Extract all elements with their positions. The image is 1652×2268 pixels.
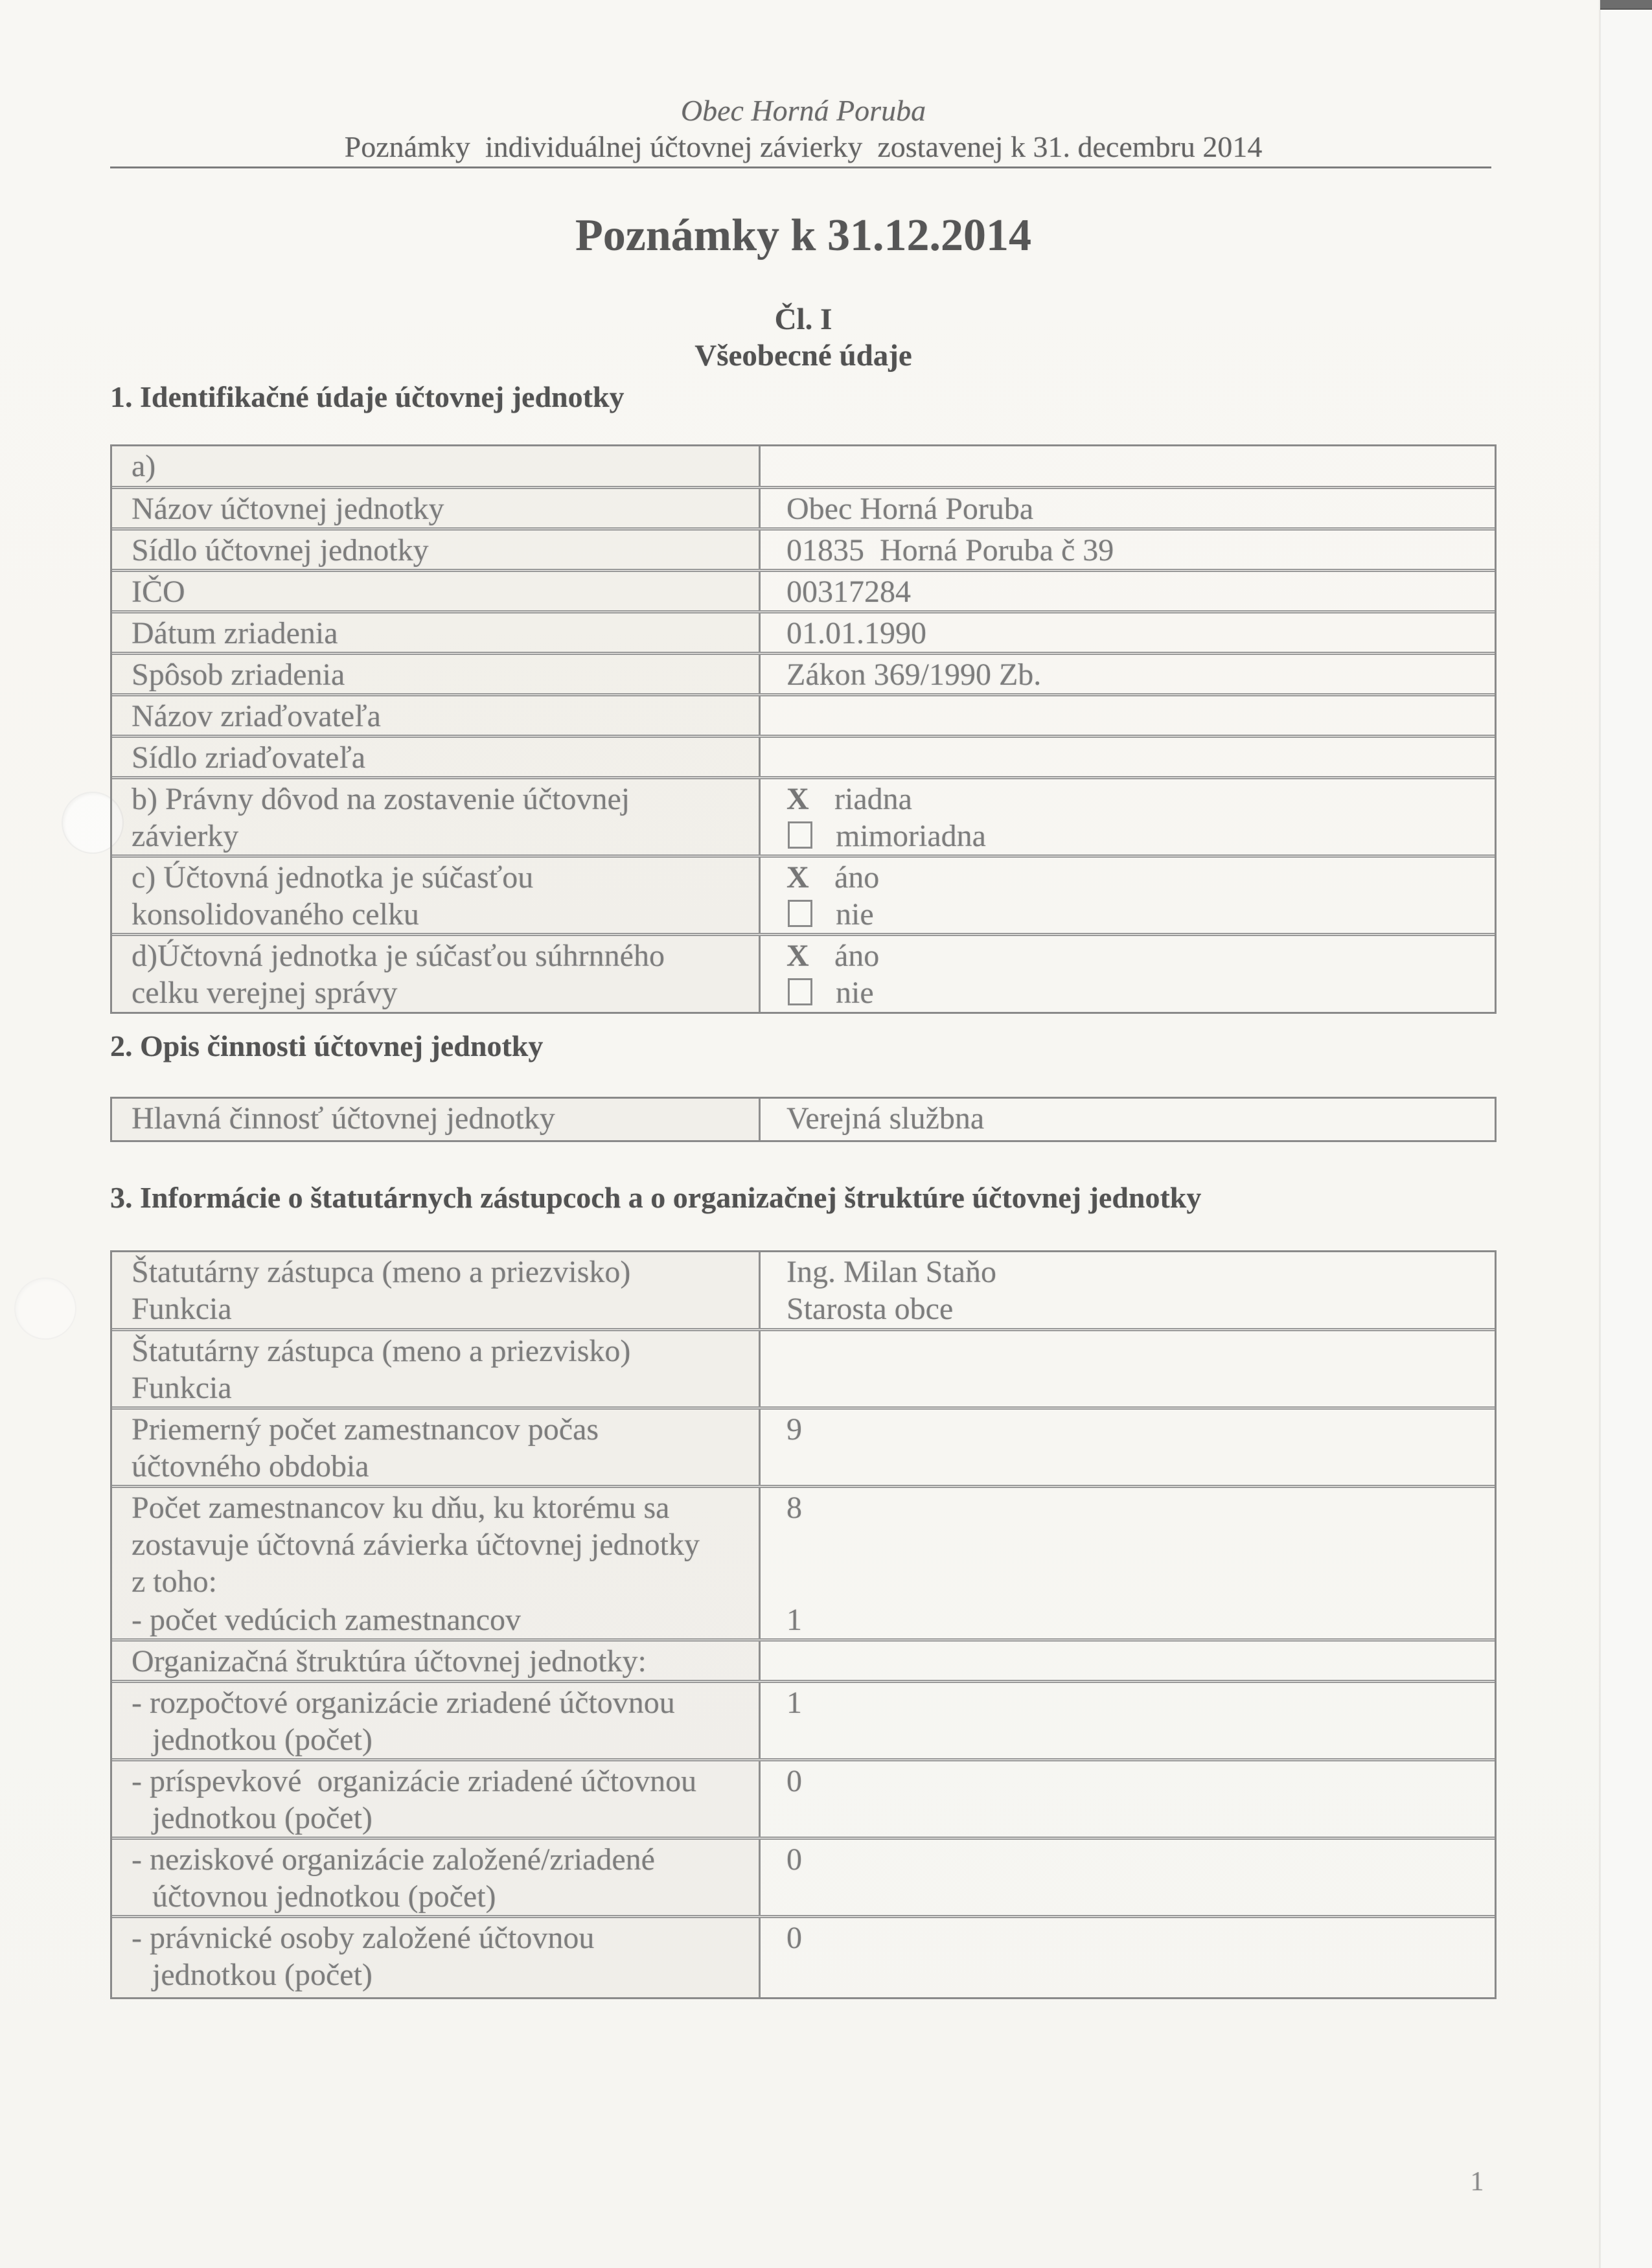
table-row bbox=[112, 1099, 1495, 1140]
section-2-heading: 2. Opis činnosti účtovnej jednotky bbox=[110, 1029, 544, 1062]
label-cell: d)Účtovná jednotka je súčasťou súhrnného celku verejnej správy bbox=[112, 936, 759, 1012]
table-row bbox=[112, 486, 1495, 527]
table-row bbox=[112, 1328, 1495, 1406]
scanner-background bbox=[1601, 0, 1652, 2268]
checked-x-mark: X bbox=[786, 939, 809, 973]
option-label: riadna bbox=[834, 782, 912, 816]
article-subtitle: Všeobecné údaje bbox=[694, 339, 912, 372]
label-cell: Sídlo zriaďovateľa bbox=[112, 738, 759, 776]
table-row bbox=[112, 569, 1495, 610]
label-cell: - rozpočtové organizácie zriadené účtovnou jednotkou (počet) bbox=[112, 1683, 759, 1758]
option-unchecked bbox=[786, 896, 1488, 933]
table-row bbox=[112, 735, 1495, 776]
label-cell: b) Právny dôvod na zostavenie účtovnej závierky bbox=[112, 779, 759, 854]
label-cell: Počet zamestnancov ku dňu, ku ktorému sa zostavuje účtovná závierka účtovnej jednotky z toho: bbox=[112, 1488, 759, 1600]
value-cell: 01.01.1990 bbox=[759, 613, 1495, 652]
value-cell: 0 bbox=[759, 1918, 1495, 1997]
punch-hole bbox=[14, 1277, 76, 1340]
label-cell: Priemerný počet zamestnancov počas účtovného obdobia bbox=[112, 1410, 759, 1485]
table-row bbox=[112, 1485, 1495, 1600]
label-cell: - počet vedúcich zamestnancov bbox=[112, 1600, 759, 1638]
value-cell bbox=[759, 858, 1495, 933]
label-cell: - neziskové organizácie založené/zriadené účtovnou jednotkou (počet) bbox=[112, 1840, 759, 1915]
label-cell: Dátum zriadenia bbox=[112, 613, 759, 652]
checkbox-icon bbox=[788, 821, 812, 849]
label-cell: a) bbox=[112, 446, 759, 486]
table-row bbox=[112, 652, 1495, 693]
value-cell: Ing. Milan Staňo Starosta obce bbox=[759, 1252, 1495, 1328]
option-label: nie bbox=[836, 976, 874, 1010]
label-cell: Organizačná štruktúra účtovnej jednotky: bbox=[112, 1642, 759, 1680]
option-label: nie bbox=[836, 897, 874, 932]
table-row bbox=[112, 527, 1495, 569]
checked-x-mark: X bbox=[786, 782, 809, 816]
option-unchecked bbox=[786, 974, 1488, 1011]
label-cell: Hlavná činnosť účtovnej jednotky bbox=[112, 1099, 759, 1140]
table-row-checkbox bbox=[112, 854, 1495, 933]
checkbox-icon bbox=[788, 978, 812, 1005]
value-cell bbox=[759, 779, 1495, 854]
value-cell: 1 bbox=[759, 1683, 1495, 1758]
table-row-checkbox bbox=[112, 776, 1495, 854]
checked-x-mark: X bbox=[786, 860, 809, 895]
header-divider bbox=[110, 166, 1491, 168]
value-cell: 0 bbox=[759, 1840, 1495, 1915]
value-cell: 01835 Horná Poruba č 39 bbox=[759, 531, 1495, 569]
value-cell bbox=[759, 1331, 1495, 1406]
table-row bbox=[112, 1758, 1495, 1837]
option-unchecked bbox=[786, 818, 1488, 854]
label-cell: Štatutárny zástupca (meno a priezvisko) Funkcia bbox=[112, 1331, 759, 1406]
option-checked bbox=[786, 937, 1488, 974]
label-cell: Názov zriaďovateľa bbox=[112, 696, 759, 735]
label-cell: IČO bbox=[112, 572, 759, 610]
option-label: áno bbox=[834, 860, 880, 895]
option-label: áno bbox=[834, 939, 880, 973]
value-cell bbox=[759, 738, 1495, 776]
activity-table bbox=[110, 1097, 1497, 1142]
value-cell bbox=[759, 936, 1495, 1012]
document-header-org: Obec Horná Poruba bbox=[680, 94, 926, 127]
label-cell: Spôsob zriadenia bbox=[112, 655, 759, 693]
value-cell bbox=[759, 696, 1495, 735]
table-row bbox=[112, 610, 1495, 652]
table-row-checkbox bbox=[112, 933, 1495, 1012]
value-cell: 0 bbox=[759, 1761, 1495, 1837]
value-cell: 8 bbox=[759, 1488, 1495, 1600]
article-heading: Čl. I bbox=[774, 303, 832, 336]
table-row bbox=[112, 1600, 1495, 1638]
table-row bbox=[112, 693, 1495, 735]
label-cell: Sídlo účtovnej jednotky bbox=[112, 531, 759, 569]
checkbox-icon bbox=[788, 900, 812, 927]
table-row bbox=[112, 1680, 1495, 1758]
document-header-subtitle: Poznámky individuálnej účtovnej závierky zostavenej k 31. decembru 2014 bbox=[344, 130, 1263, 163]
value-cell bbox=[759, 1642, 1495, 1680]
table-row bbox=[112, 1252, 1495, 1328]
value-cell: Obec Horná Poruba bbox=[759, 489, 1495, 527]
option-checked bbox=[786, 859, 1488, 896]
identification-table bbox=[110, 444, 1497, 1014]
section-3-heading: 3. Informácie o štatutárnych zástupcoch a o organizačnej štruktúre účtovnej jednotky bbox=[110, 1181, 1202, 1214]
table-row bbox=[112, 1638, 1495, 1680]
structure-table bbox=[110, 1250, 1497, 1999]
value-cell: 1 bbox=[759, 1600, 1495, 1638]
value-cell: 9 bbox=[759, 1410, 1495, 1485]
value-cell: 00317284 bbox=[759, 572, 1495, 610]
value-cell: Verejná službna bbox=[759, 1099, 1495, 1140]
table-row bbox=[112, 1406, 1495, 1485]
table-row bbox=[112, 1915, 1495, 1997]
page-number: 1 bbox=[1470, 2167, 1484, 2197]
value-cell bbox=[759, 446, 1495, 486]
table-row bbox=[112, 446, 1495, 486]
page-title: Poznámky k 31.12.2014 bbox=[575, 211, 1031, 260]
section-1-heading: 1. Identifikačné údaje účtovnej jednotky bbox=[110, 380, 625, 413]
value-cell: Zákon 369/1990 Zb. bbox=[759, 655, 1495, 693]
table-row bbox=[112, 1837, 1495, 1915]
label-cell: - príspevkové organizácie zriadené účtovnou jednotkou (počet) bbox=[112, 1761, 759, 1837]
option-label: mimoriadna bbox=[836, 819, 986, 853]
label-cell: c) Účtovná jednotka je súčasťou konsolidovaného celku bbox=[112, 858, 759, 933]
label-cell: - právnické osoby založené účtovnou jednotkou (počet) bbox=[112, 1918, 759, 1997]
option-checked bbox=[786, 781, 1488, 818]
scanner-edge-band bbox=[1600, 0, 1652, 10]
label-cell: Štatutárny zástupca (meno a priezvisko) Funkcia bbox=[112, 1252, 759, 1328]
label-cell: Názov účtovnej jednotky bbox=[112, 489, 759, 527]
